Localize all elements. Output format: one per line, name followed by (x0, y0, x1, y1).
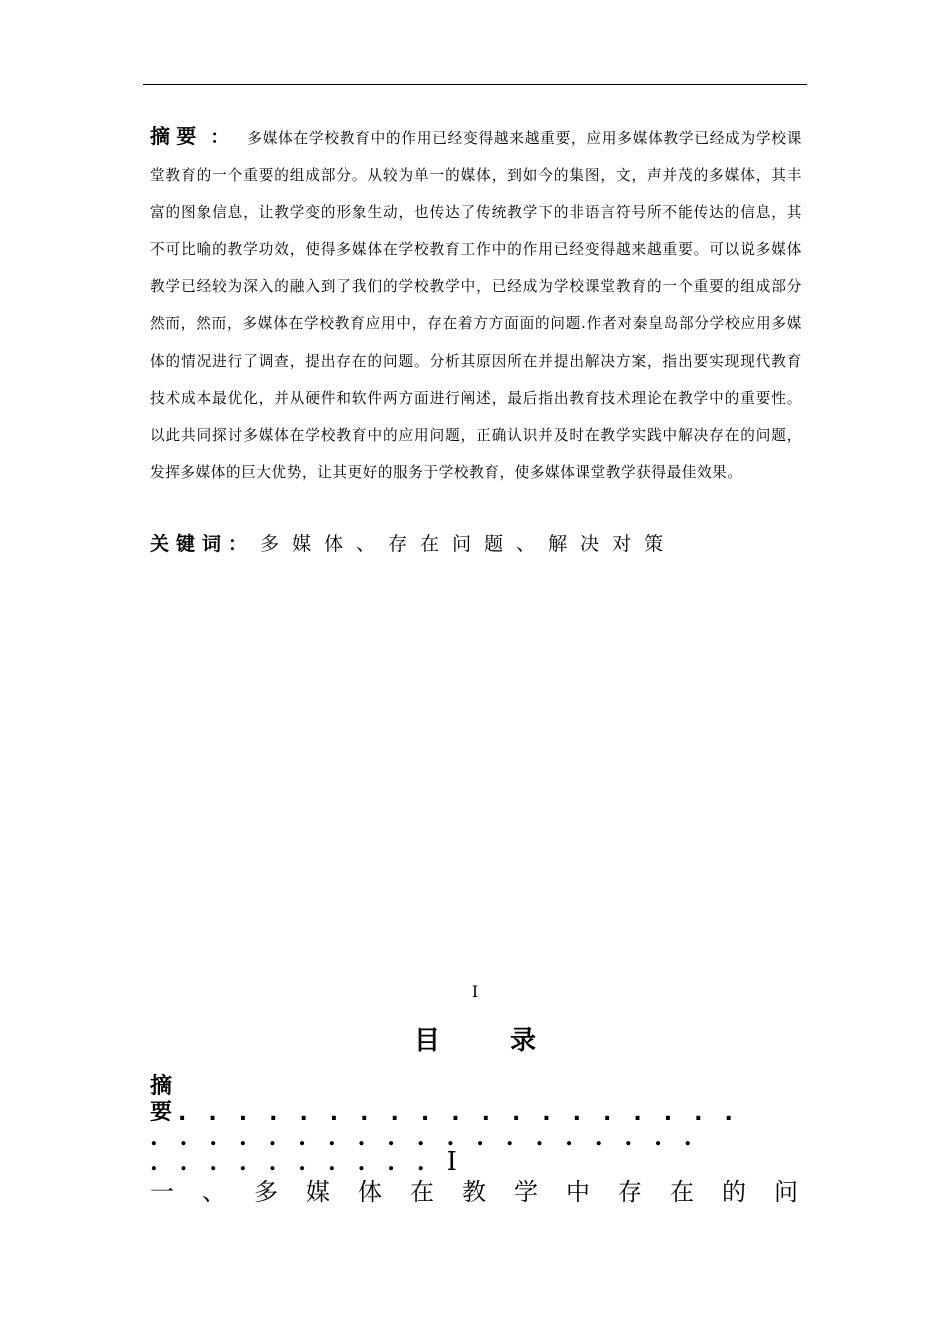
page-number: I (471, 982, 479, 1001)
toc-entry-chapter-one[interactable]: 一、多媒体在教学中存在的问 (150, 1178, 826, 1206)
toc-entry-abstract-label-a[interactable]: 摘 (150, 1074, 173, 1099)
keywords-value: 多媒体、存在问题、解决对策 (260, 533, 677, 555)
keywords-label: 关键词： (150, 533, 255, 555)
abstract-text: 多媒体在学校教育中的作用已经变得越来越重要，应用多媒体教学已经成为学校课堂教育的一个重要的组成部分。从较为单一的媒体，到如今的集图，文，声并茂的多媒体，其丰富的图象信息，让教学变的形象生动，也传达了传统教学下的非语言符号所不能传达的信息，其不可比喻的教学功效，使得多媒体在学校教育工作中的作用已经变得越来越重要。可以说多媒体教学已经较为深入的融入到了我们的学校教学中，已经成为学校课堂教育的一个重要的组成部分然而，然而，多媒体在学校教育应用中，存在着方方面面的问题.作者对秦皇岛部分学校应用多媒体的情况进行了调查，提出存在的问题。分析其原因所在并提出解决方案，指出要实现现代教育技术成本最优化，并从硬件和软件两方面进行阐述，最后指出教育技术理论在教学中的重要性。以此共同探讨多媒体在学校教育中的应用问题，正确认识并及时在教学实践中解决存在的问题，发挥多媒体的巨大优势，让其更好的服务于学校教育，使多媒体课堂教学获得最佳效果。 (150, 130, 803, 481)
keywords-line (150, 528, 802, 560)
toc-leader-dots-row (150, 1150, 810, 1175)
toc-title: 目录 (413, 1026, 606, 1056)
table-of-contents (150, 1074, 826, 1209)
toc-leader-dots: .......... (150, 1150, 447, 1175)
abstract-paragraph (150, 118, 802, 491)
abstract-label: 摘要 (150, 124, 203, 148)
toc-entry-abstract-page: I (446, 1150, 457, 1175)
abstract-separator: ： (210, 127, 230, 148)
toc-entry-abstract-row[interactable] (150, 1100, 810, 1126)
toc-entry-abstract-label-b: 要 (150, 1100, 173, 1125)
toc-leader-dots: ................... (150, 1126, 714, 1150)
toc-leader-dots: ................... (178, 1102, 755, 1126)
header-rule (143, 84, 807, 85)
